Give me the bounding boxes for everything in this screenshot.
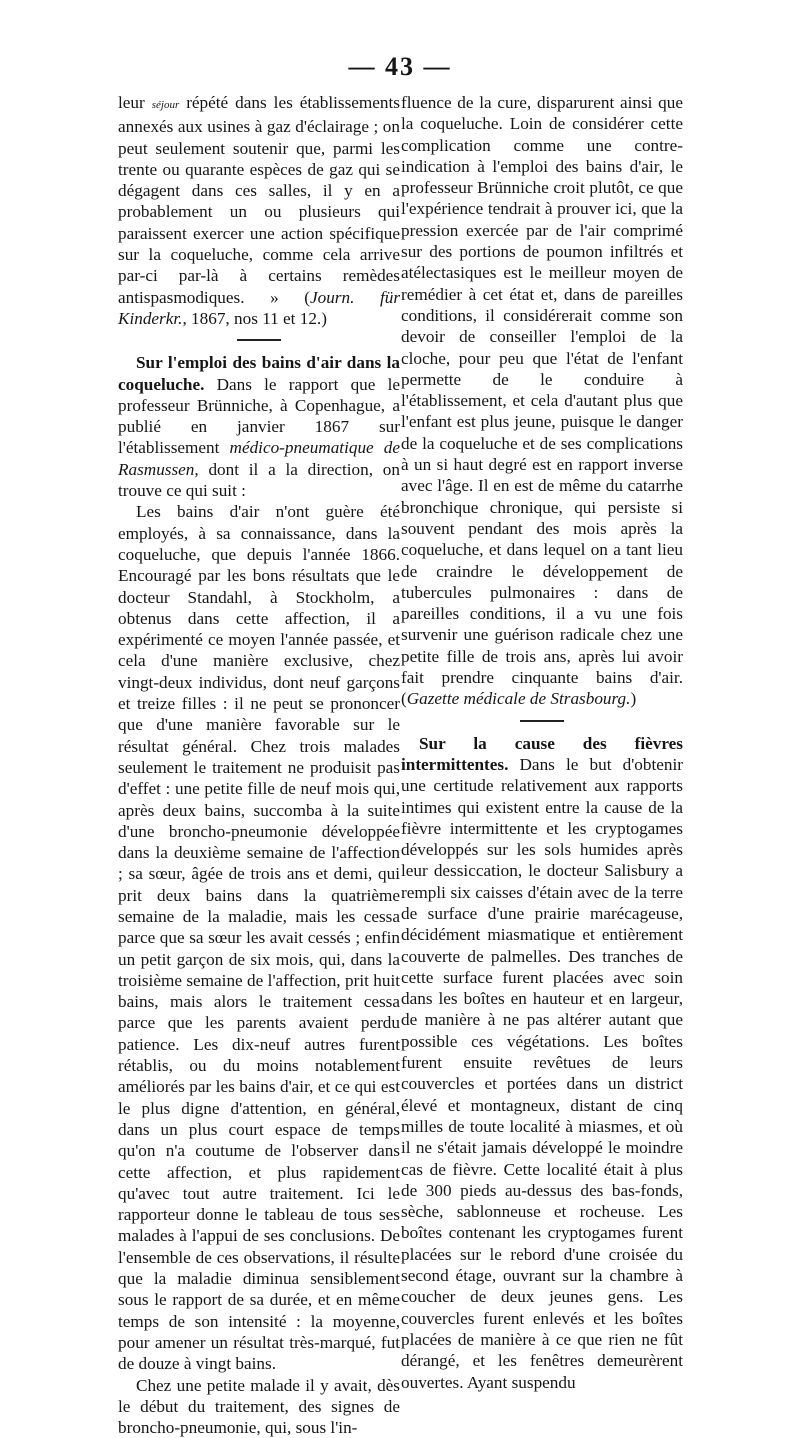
section-divider bbox=[520, 720, 564, 722]
right-column bbox=[401, 92, 683, 1393]
citation-source: Gazette médicale de Strasbourg. bbox=[406, 689, 631, 709]
section-heading: Sur l'emploi des bains d'air dans la coqueluche. bbox=[118, 353, 400, 394]
paragraph-continuation: fluence de la cure, disparurent ainsi que la coqueluche. Loin de considérer cette complication comme une contre-indication à l'emploi des bains d'air, le professeur Brünniche croit plutôt, ce que l'expérience tendrait à prouver ici, que la pression exercée par de l'air comprimé sur des portions de poumon infiltrés et atélectasiques est le meilleur moyen de remédier à cet état et, dans de pareilles conditions, il considérerait comme son devoir de conseiller l'emploi de la cloche, pour peu que l'état de l'enfant permette de le conduire à l'établissement, et cela d'autant plus que l'enfant est plus jeune, puisque le danger de la coqueluche et de ses complications à un si haut degré est en rapport inverse avec l'âge. Il en est de même du catarrhe bronchique chronique, qui persiste si souvent pendant des mois après la coqueluche, et dans lequel on a tant lieu de craindre le développement de tubercules pulmonaires : dans de pareilles conditions, il a vu une fois survenir une guérison radicale chez une petite fille de trois ans, après lui avoir fait prendre cinquante bains d'air. (Gazette médicale de Strasbourg.) bbox=[401, 93, 683, 709]
section-paragraph: Sur la cause des fièvres intermittentes. Dans le but d'obtenir une certitude relativement aux rapports intimes qui existent entre la cause de la fièvre intermittente et les cryptogames développés sur les sols humides après leur dessiccation, le docteur Salisbury a rempli six caisses d'étain avec de la terre de surface d'une prairie marécageuse, décidément miasmatique et entièrement couverte de palmelles. Des tranches de cette surface furent placées avec soin dans les boîtes en hauteur et en largeur, de manière à ne pas altérer autant que possible ces végétations. Les boîtes furent ensuite revêtues de leurs couvercles et portées dans un district élevé et montagneux, distant de cinq milles de toute localité à miasmes, et où il ne s'était jamais développé le moindre cas de fièvre. Cette localité était à plus de 300 pieds au-dessus des bas-fonds, sèche, sablonneuse et rocheuse. Les boîtes contenant les cryptogames furent placées sur le rebord d'une croisée du second étage, ouvrant sur la chambre à coucher de deux jeunes gens. Les couvercles furent enlevés et les boîtes placées de manière à ce que rien ne fût dérangé, et les fenêtres demeurèrent ouvertes. Ayant suspendu bbox=[401, 733, 683, 1392]
left-column bbox=[118, 92, 400, 1438]
section-paragraph: Sur l'emploi des bains d'air dans la coqueluche. Dans le rapport que le professeur Brünniche, à Copenhague, a publié en janvier 1867 sur l'établissement médico-pneumatique de Rasmussen, dont il a la direction, on trouve ce qui suit : bbox=[118, 353, 400, 501]
paragraph-continuation: leur séjour répété dans les établissements annexés aux usines à gaz d'éclairage ; on peut seulement soutenir que, parmi les trente ou quarante espèces de gaz qui se dégagent dans ces salles, il y en a probablement un ou plusieurs qui paraissent exercer une action spécifique sur la coqueluche, comme cela arrive par-ci par-là à certains remèdes antispasmodiques. » (Journ. für Kinderkr., 1867, nos 11 et 12.) bbox=[118, 93, 401, 328]
handwritten-insertion: séjour bbox=[151, 99, 180, 111]
institution-name: médico-pneumatique de Rasmussen, bbox=[118, 438, 400, 479]
page-number: — 43 — bbox=[348, 52, 452, 81]
section-heading: Sur la cause des fièvres intermittentes. bbox=[401, 733, 683, 774]
body-paragraph: Les bains d'air n'ont guère été employés, à sa connaissance, dans la coqueluche, que depuis l'année 1866. Encouragé par les bons résultats que le docteur Standahl, à Stockholm, a obtenus dans cette affection, il a expérimenté ce moyen l'année passée, et cela d'une manière exclusive, chez vingt-deux individus, dont neuf garçons et treize filles : il ne peut se prononcer que d'une manière favorable sur le résultat général. Chez trois malades seulement le traitement ne produisit pas d'effet : une petite fille de neuf mois qui, après deux bains, succomba à la suite d'une broncho-pneumonie développée dans la deuxième semaine de l'affection ; sa sœur, âgée de trois ans et demi, qui prit deux bains dans la quatrième semaine de la maladie, mais les cessa parce que sa sœur les avait cessés ; enfin un petit garçon de six mois, qui, dans la troisième semaine de l'affection, prit huit bains, mais alors le traitement cessa parce que les parents avaient perdu patience. Les dix-neuf autres furent rétablis, ou du moins notablement améliorés par les bains d'air, et ce qui est le plus digne d'attention, en général, dans un plus court espace de temps qu'on n'a coutume de l'observer dans cette affection, et plus rapidement qu'avec tout autre traitement. Ici le rapporteur donne le tableau de tous ses malades à l'appui de ses conclusions. De l'ensemble de ces observations, il résulte que la maladie diminua sensiblement sous le rapport de sa durée, et en même temps de son intensité : la moyenne, pour amener un résultat très-marqué, fut de douze à vingt bains. bbox=[118, 502, 400, 1374]
section-divider bbox=[237, 339, 281, 341]
citation-source: Journ. für Kinderkr. bbox=[118, 287, 401, 328]
body-paragraph: Chez une petite malade il y avait, dès le début du traitement, des signes de broncho-pneumonie, qui, sous l'in- bbox=[118, 1375, 400, 1438]
